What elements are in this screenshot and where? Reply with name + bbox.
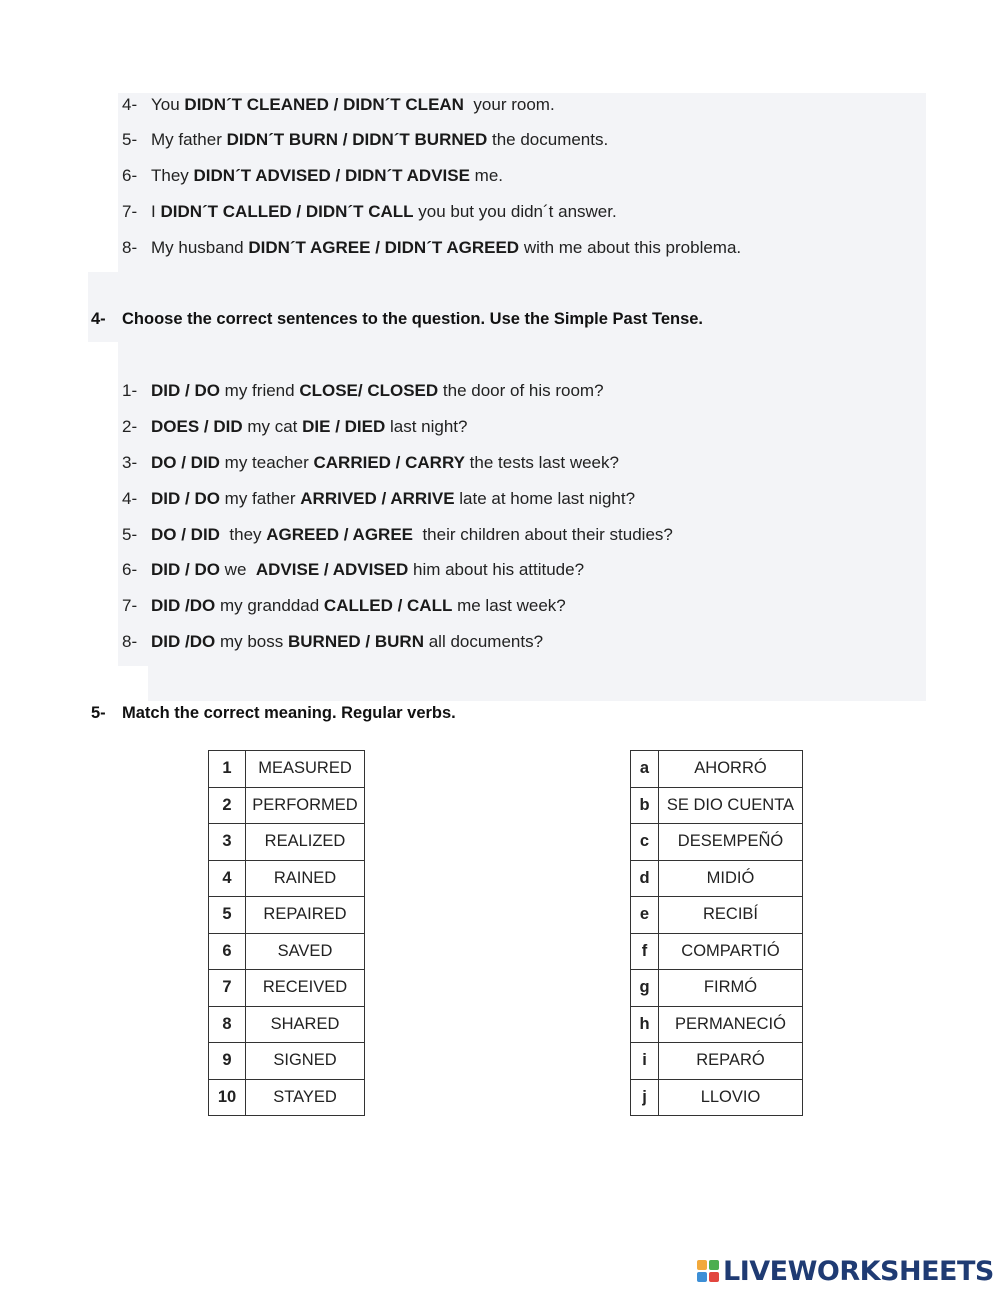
- answer-choice[interactable]: DIDN´T ADVISED / DIDN´T ADVISE: [193, 166, 470, 185]
- logo-block: [709, 1272, 719, 1282]
- list-item: 5- My father DIDN´T BURN / DIDN´T BURNED the documents.: [122, 130, 609, 149]
- answer-choice[interactable]: ARRIVED / ARRIVE: [300, 489, 455, 508]
- logo-block: [709, 1260, 719, 1270]
- answer-choice[interactable]: DO / DID: [151, 525, 220, 544]
- match-word[interactable]: REALIZED: [246, 824, 365, 861]
- table-row: j LLOVIO: [631, 1079, 803, 1116]
- logo-blocks-icon: [697, 1260, 719, 1282]
- table-row: a AHORRÓ: [631, 751, 803, 788]
- match-word[interactable]: FIRMÓ: [659, 970, 803, 1007]
- match-word[interactable]: MEASURED: [246, 751, 365, 788]
- table-row: i REPARÓ: [631, 1043, 803, 1080]
- match-word[interactable]: PERFORMED: [246, 787, 365, 824]
- table-row: 1 MEASURED: [209, 751, 365, 788]
- match-table-right: [630, 750, 803, 1116]
- answer-choice[interactable]: BURNED / BURN: [287, 632, 424, 651]
- shaded-region-heading: [88, 272, 926, 342]
- answer-choice[interactable]: CALLED / CALL: [323, 596, 453, 615]
- match-word[interactable]: RECEIVED: [246, 970, 365, 1007]
- list-item: 7- I DIDN´T CALLED / DIDN´T CALL you but you didn´t answer.: [122, 202, 617, 221]
- list-item: 1- DID / DO my friend CLOSE/ CLOSED the door of his room?: [122, 381, 604, 400]
- match-word[interactable]: DESEMPEÑÓ: [659, 824, 803, 861]
- answer-choice[interactable]: DIDN´T CALLED / DIDN´T CALL: [160, 202, 414, 221]
- answer-choice[interactable]: DID /DO: [151, 632, 216, 651]
- match-word[interactable]: SIGNED: [246, 1043, 365, 1080]
- match-table-left: [208, 750, 365, 1116]
- list-item: 8- DID /DO my boss BURNED / BURN all documents?: [122, 632, 544, 651]
- answer-choice[interactable]: CLOSE/ CLOSED: [299, 381, 439, 400]
- table-row: 6 SAVED: [209, 933, 365, 970]
- match-word[interactable]: RAINED: [246, 860, 365, 897]
- list-item: 4- DID / DO my father ARRIVED / ARRIVE late at home last night?: [122, 489, 636, 508]
- section5-heading: 5- Match the correct meaning. Regular verbs.: [91, 704, 456, 722]
- answer-choice[interactable]: DIDN´T CLEANED / DIDN´T CLEAN: [184, 95, 464, 114]
- answer-choice[interactable]: DIDN´T BURN / DIDN´T BURNED: [226, 130, 488, 149]
- list-item: 5- DO / DID they AGREED / AGREE their children about their studies?: [122, 525, 673, 544]
- match-word[interactable]: PERMANECIÓ: [659, 1006, 803, 1043]
- table-row: 4 RAINED: [209, 860, 365, 897]
- answer-choice[interactable]: DID / DO: [151, 489, 220, 508]
- match-word[interactable]: RECIBÍ: [659, 897, 803, 934]
- match-word[interactable]: STAYED: [246, 1079, 365, 1116]
- table-row: 5 REPAIRED: [209, 897, 365, 934]
- logo-block: [697, 1260, 707, 1270]
- match-word[interactable]: SE DIO CUENTA: [659, 787, 803, 824]
- logo-text: LIVEWORKSHEETS: [723, 1255, 994, 1287]
- table-row: e RECIBÍ: [631, 897, 803, 934]
- match-word[interactable]: LLOVIO: [659, 1079, 803, 1116]
- table-row: f COMPARTIÓ: [631, 933, 803, 970]
- liveworksheets-logo: [697, 1254, 994, 1288]
- table-row: c DESEMPEÑÓ: [631, 824, 803, 861]
- match-word[interactable]: SAVED: [246, 933, 365, 970]
- answer-choice[interactable]: DOES / DID: [151, 417, 243, 436]
- table-row: d MIDIÓ: [631, 860, 803, 897]
- section4-heading: 4- Choose the correct sentences to the question. Use the Simple Past Tense.: [91, 310, 704, 328]
- table-row: 9 SIGNED: [209, 1043, 365, 1080]
- list-item: 6- They DIDN´T ADVISED / DIDN´T ADVISE me.: [122, 166, 504, 185]
- match-word[interactable]: SHARED: [246, 1006, 365, 1043]
- list-item: 7- DID /DO my granddad CALLED / CALL me last week?: [122, 596, 566, 615]
- answer-choice[interactable]: DID / DO: [151, 381, 220, 400]
- list-item: 3- DO / DID my teacher CARRIED / CARRY the tests last week?: [122, 453, 619, 472]
- table-row: 8 SHARED: [209, 1006, 365, 1043]
- match-word[interactable]: COMPARTIÓ: [659, 933, 803, 970]
- answer-choice[interactable]: DID / DO: [151, 560, 220, 579]
- table-row: 10 STAYED: [209, 1079, 365, 1116]
- answer-choice[interactable]: DIE / DIED: [302, 417, 386, 436]
- list-item: 6- DID / DO we ADVISE / ADVISED him about his attitude?: [122, 560, 585, 579]
- list-item: 2- DOES / DID my cat DIE / DIED last night?: [122, 417, 468, 436]
- match-word[interactable]: REPAIRED: [246, 897, 365, 934]
- match-word[interactable]: MIDIÓ: [659, 860, 803, 897]
- list-item: 4- You DIDN´T CLEANED / DIDN´T CLEAN your room.: [122, 95, 555, 114]
- table-row: g FIRMÓ: [631, 970, 803, 1007]
- table-row: 2 PERFORMED: [209, 787, 365, 824]
- match-word[interactable]: AHORRÓ: [659, 751, 803, 788]
- table-row: b SE DIO CUENTA: [631, 787, 803, 824]
- table-row: 7 RECEIVED: [209, 970, 365, 1007]
- table-row: h PERMANECIÓ: [631, 1006, 803, 1043]
- match-word[interactable]: REPARÓ: [659, 1043, 803, 1080]
- answer-choice[interactable]: DID /DO: [151, 596, 216, 615]
- table-row: 3 REALIZED: [209, 824, 365, 861]
- list-item: 8- My husband DIDN´T AGREE / DIDN´T AGREED with me about this problema.: [122, 238, 742, 257]
- answer-choice[interactable]: ADVISE / ADVISED: [255, 560, 409, 579]
- logo-block: [697, 1272, 707, 1282]
- answer-choice[interactable]: AGREED / AGREE: [266, 525, 413, 544]
- answer-choice[interactable]: DIDN´T AGREE / DIDN´T AGREED: [248, 238, 520, 257]
- answer-choice[interactable]: CARRIED / CARRY: [313, 453, 465, 472]
- answer-choice[interactable]: DO / DID: [151, 453, 220, 472]
